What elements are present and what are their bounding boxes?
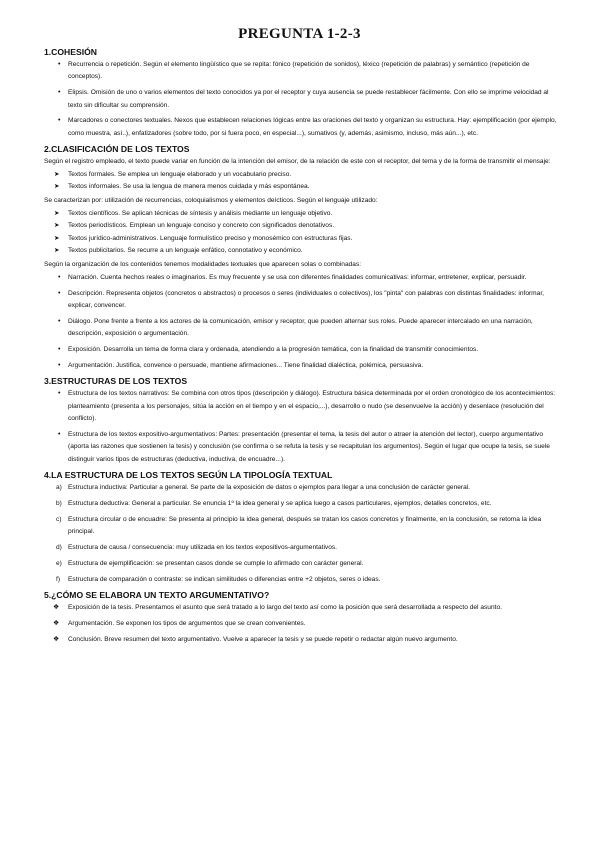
list-item: ➤ Textos formales. Se emplea un lenguaje elaborado y un vocabulario preciso. xyxy=(44,169,558,181)
list-marker: a) xyxy=(56,484,62,492)
list-item-text: Estructura de comparación o contraste: se indican similitudes o diferencias entre +2 objetos, seres o ideas. xyxy=(68,575,381,583)
section-5-list xyxy=(44,602,558,646)
section-1-heading: 1.COHESIÓN xyxy=(44,47,98,57)
list-item: ➤ Textos publicitarios. Se recurre a un lenguaje enfático, connotativo y económico. xyxy=(44,245,558,257)
list-item: ➤ Textos jurídico-administrativos. Lenguaje formulístico preciso y monosémico con estructuras fijas. xyxy=(44,233,558,245)
list-marker: b) xyxy=(56,499,62,507)
list-item: • Elipsis. Omisión de uno o varios elementos del texto conocidos ya por el receptor y cuya ausencia se puede restablecer fácilmente. Con ello se imprime velocidad al texto sin dificultar su comprensión. xyxy=(44,87,558,112)
list-item: ➤ Textos informales. Se usa la lengua de manera menos cuidada y más espontánea. xyxy=(44,181,558,193)
list-marker: e) xyxy=(56,559,62,567)
list-item: • Diálogo. Pone frente a frente a los actores de la comunicación, emisor y receptor, que pueden alternar sus roles. Puede aparecer intercalado en una narración, descripción, exposición o argumentación. xyxy=(44,316,558,341)
list-item: • Descripción. Representa objetos (concretos o abstractos) o procesos o seres (individuales o colectivos), los "pinta" con palabras con distintas finalidades: informar, explicar, convencer. xyxy=(44,288,558,313)
section-4-list xyxy=(44,482,558,586)
section-2-language-list xyxy=(44,208,558,258)
section-2-modalities-list xyxy=(44,272,558,372)
list-item-text: Estructura de ejemplificación: se presentan casos donde se cumple lo afirmado con carácter general. xyxy=(68,559,364,567)
list-marker: c) xyxy=(56,515,62,523)
list-item: • Estructura de los textos expositivo-argumentativos: Partes: presentación (presentar el tema, la tesis del autor o atraer la atención del lector), cuerpo argumentativo (aporta las razones que sostienen la tesis) y conclusión (se confirma o se refuta la tesis y se recapitulan los argumentos). Según el lugar que ocupe la tesis, se suele distinguir varios tipos de estructuras (deductiva, inductiva, de encuadre...). xyxy=(44,429,558,466)
section-3-list xyxy=(44,388,558,466)
document-body xyxy=(44,46,558,646)
section-1-list xyxy=(44,59,558,140)
section-2-intro-1: Según el registro empleado, el texto puede variar en función de la intención del emisor, de la relación de este con el receptor, del tema y de la forma de transmitir el mensaje: xyxy=(44,158,551,166)
list-item xyxy=(44,574,558,586)
list-item: ➤ Textos científicos. Se aplican técnicas de síntesis y análisis mediante un lenguaje objetivo. xyxy=(44,208,558,220)
list-item: ❖ Exposición de la tesis. Presentamos el asunto que será tratado a lo largo del texto así como la posición que será desarrollada a respecto del asunto. xyxy=(44,602,558,614)
section-5-heading: 5.¿CÓMO SE ELABORA UN TEXTO ARGUMENTATIVO? xyxy=(44,589,270,600)
list-item: • Argumentación. Justifica, convence o persuade, mantiene afirmaciones... Tiene finalidad dialéctica, polémica, persuasiva. xyxy=(44,360,558,372)
list-item: ➤ Textos periodísticos. Emplean un lenguaje conciso y concreto con significados denotativos. xyxy=(44,220,558,232)
list-marker: d) xyxy=(56,543,62,551)
list-item: • Marcadores o conectores textuales. Nexos que establecen relaciones lógicas entre las oraciones del texto y organizan su estructura. Hay: ejemplificación (por ejemplo, como muestra, así..), enfatizadores (sobre todo, por si fuera poco, en especial...), sumativos (y, además, asimismo, incluso, más aún...), etc. xyxy=(44,115,558,140)
section-2-heading: 2.CLASIFICACIÓN DE LOS TEXTOS xyxy=(44,144,190,155)
page-title: PREGUNTA 1-2-3 xyxy=(238,26,361,42)
list-item-text: Estructura deductiva: General a particular. Se enuncia 1º la idea general y se aplica luego a casos particulares, ejemplos, detalles concretos, etc. xyxy=(68,499,492,507)
list-item xyxy=(44,542,558,554)
section-4-heading: 4.LA ESTRUCTURA DE LOS TEXTOS SEGÚN LA TIPOLOGÍA TEXTUAL xyxy=(44,470,333,481)
section-2-register-list xyxy=(44,169,558,194)
section-2-intro-2: Se caracterizan por: utilización de recurrencias, coloquialismos y elementos deícticos. Según el lenguaje utilizado: xyxy=(44,197,378,205)
list-item xyxy=(44,558,558,570)
list-item: • Exposición. Desarrolla un tema de forma clara y ordenada, atendiendo a la progresión temática, con la finalidad de transmitir conocimientos. xyxy=(44,344,558,356)
list-item: • Recurrencia o repetición. Según el elemento lingüístico que se repita: fónico (repetición de sonidos), léxico (repetición de palabras) y semántico (repetición de conceptos). xyxy=(44,59,558,84)
list-item xyxy=(44,498,558,510)
list-item-text: Estructura de causa / consecuencia: muy utilizada en los textos expositivos-argumentativos. xyxy=(68,543,338,551)
list-item: ❖ Argumentación. Se exponen los tipos de argumentos que se crean convenientes. xyxy=(44,618,558,630)
list-item-text: Estructura circular o de encuadre: Se presenta al principio la idea general, después se tratan los casos concretos y finalmente, en la conclusión, se retoma la idea principal. xyxy=(68,515,542,536)
list-item: • Narración. Cuenta hechos reales o imaginarios. Es muy frecuente y se usa con diferentes finalidades comunicativas: informar, entretener, explicar, persuadir. xyxy=(44,272,558,284)
list-item-text: Estructura inductiva: Particular a general. Se parte de la exposición de datos o ejemplos para llegar a una conclusión de carácter general. xyxy=(68,484,471,492)
list-marker: f) xyxy=(56,575,61,583)
section-3-heading: 3.ESTRUCTURAS DE LOS TEXTOS xyxy=(44,376,188,387)
list-item: • Estructura de los textos narrativos: Se combina con otros tipos (descripción y diálogo). Estructura básica determinada por el orden cronológico de los acontecimientos: planteamiento (presenta a los personajes, sitúa la acción en el tiempo y en el espacio,...), desarrollo o nudo (se desenvuelve la acción) y desenlace (resolución del conflicto). xyxy=(44,388,558,425)
list-item xyxy=(44,514,558,539)
section-2-intro-3: Según la organización de los contenidos tenemos modalidades textuales que aparecen solas o combinadas: xyxy=(44,261,362,269)
list-item: ❖ Conclusión. Breve resumen del texto argumentativo. Vuelve a aparecer la tesis y se puede repetir o redactar algún nuevo argumento. xyxy=(44,634,558,646)
list-item xyxy=(44,482,558,494)
